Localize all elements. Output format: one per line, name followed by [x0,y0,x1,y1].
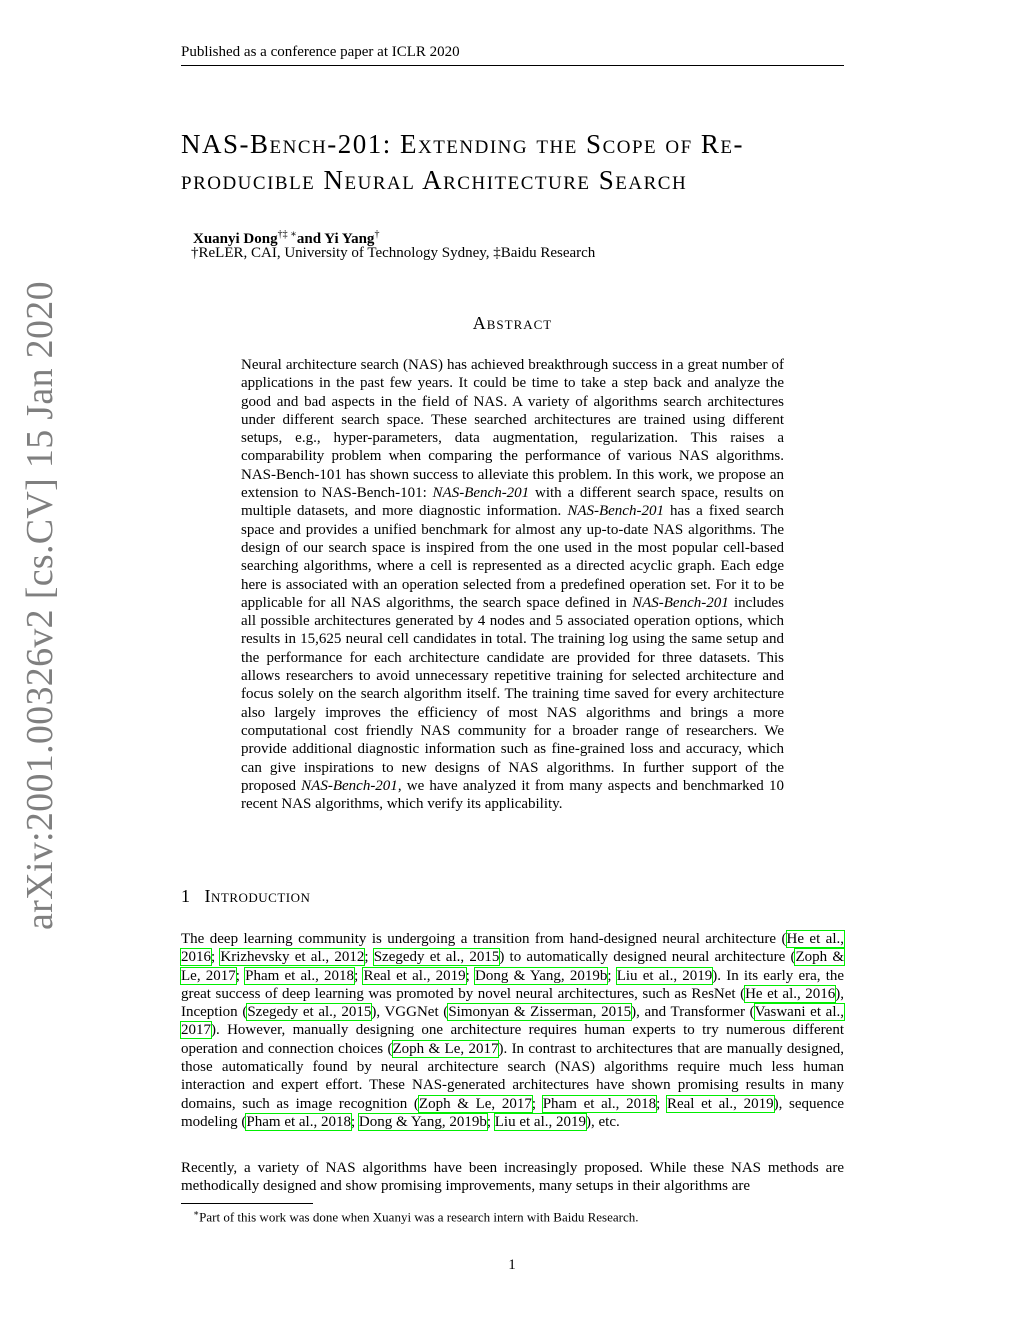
abstract-emphasis: NAS-Bench-201 [301,777,398,794]
body-text: ; [354,967,364,984]
body-text: ). In its early era, the great success of deep learning was promoted by novel neural architectures, such as ResNet ( [181,967,845,1002]
body-text: ; [486,1113,495,1130]
citation-link[interactable]: Simonyan & Zisserman, 2015 [448,1004,632,1021]
citation-link[interactable]: Liu et al., 2019 [494,1113,586,1130]
body-text: ), Inception ( [181,985,844,1021]
body-text: ; [235,967,246,984]
citation-link[interactable]: Real et al., 2019 [666,1095,774,1112]
intro-paragraph-2: Recently, a variety of NAS algorithms have been increasingly proposed. While these NAS methods are methodically designed and show promising improvements, many setups in their algorithms are [181,1160,844,1195]
body-text: ; [531,1095,543,1112]
citation-link[interactable]: Krizhevsky et al., 2012 [220,949,365,966]
author-marks-2: † [374,229,380,240]
abstract-text: with a different search space, results on multiple datasets, and more diagnostic information. [241,485,785,520]
affiliation: †ReLER, CAI, University of Technology Sydney, ‡Baidu Research [191,245,596,261]
citation-link[interactable]: Pham et al., 2018 [542,1095,657,1112]
citation-link[interactable]: Zoph & Le, 2017 [181,949,845,984]
abstract-text: includes all possible architectures generated by 4 nodes and 5 associated operation options, which results in 15,625 neural cell candidates in total. The training log using the same setup and the performance for each architecture candidate are provided for three datasets. This allows researchers to avoid unnecessary repetitive training for selected architecture and focus solely on the search algorithm itself. The training time saved for every architecture also largely improves the efficiency of most NAS algorithms and brings a more computational cost friendly NAS community for a broader range of researchers. We provide additional diagnostic information such as fine-grained loss and accuracy, which can give inspirations to new designs of NAS algorithms. In further support of the proposed [241,594,784,794]
section-title: Introduction [204,886,311,906]
abstract-body [241,356,784,813]
citation-link[interactable]: Dong & Yang, 2019b [475,967,608,984]
citation-link[interactable]: Pham et al., 2018 [246,1113,351,1130]
intro-paragraph-1 [181,930,844,1131]
citation-link[interactable]: Pham et al., 2018 [245,967,355,984]
body-text: ; [607,967,617,984]
citation-link[interactable]: He et al., 2016 [745,985,836,1002]
abstract-text: Neural architecture search (NAS) has achieved breakthrough success in a great number of applications in the past few years. It could be time to take a step back and analyze the good and bad aspects in the field of NAS. A variety of algorithms search architectures under different search space. These searched architectures are trained using different setups, e.g., hyper-parameters, data augmentation, regularization. This raises a comparability problem when comparing the performance of various NAS algorithms. NAS-Bench-101 has shown success to alleviate this problem. In this work, we propose an extension to NAS-Bench-101: [241,357,784,502]
body-text: ), VGGNet ( [371,1004,449,1021]
author-marks-1: †‡ ∗ [277,229,297,240]
header-rule [181,65,844,66]
abstract-emphasis: NAS-Bench-201 [432,485,530,502]
author-name-2: and Yi Yang [296,231,375,247]
footnote-text: Part of this work was done when Xuanyi was a research intern with Baidu Research. [199,1209,639,1225]
body-text: ; [364,949,374,966]
body-text: ; [465,967,476,984]
author-name-1: Xuanyi Dong [193,231,278,247]
abstract-text: has a fixed search space and provides a unified benchmark for almost any up-to-date NAS algorithms. The design of our search space is inspired from the one used in the most popular cell-based searching algorithms, where a cell is represented as a directed acyclic graph. Each edge here is associated with an operation selected from a predefined operation set. For it to be applicable for all NAS algorithms, the search space defined in [241,503,785,611]
citation-link[interactable]: Liu et al., 2019 [616,967,713,984]
section-heading [181,886,310,907]
citation-link[interactable]: Zoph & Le, 2017 [418,1095,532,1112]
footnote-rule [181,1203,313,1204]
body-text: ; [656,1095,667,1112]
section-number: 1 [181,886,191,906]
abstract-text: , we have analyzed it from many aspects and benchmarked 10 recent NAS algorithms, which verify its applicability. [241,777,784,813]
citation-link[interactable]: Zoph & Le, 2017 [392,1040,499,1057]
body-text: ). In contrast to architectures that are manually designed, those automatically found by neural architecture search (NAS) algorithms require much less human interaction and expert effort. These NAS-generated architectures have shown promising results in many domains, such as image recognition ( [181,1040,844,1112]
arxiv-stamp: arXiv:2001.00326v2 [cs.CV] 15 Jan 2020 [19,281,61,930]
citation-link[interactable]: Szegedy et al., 2015 [373,949,500,966]
body-text: ), and Transformer ( [631,1004,755,1021]
abstract-emphasis: NAS-Bench-201 [567,503,664,520]
citation-link[interactable]: Szegedy et al., 2015 [247,1004,372,1021]
abstract-heading: Abstract [472,313,553,333]
paper-title: NAS-Bench-201: Extending the Scope of Re- producible Neural Architecture Search [181,129,745,195]
body-text: ; [211,949,221,966]
footnote-mark: ∗ [193,1208,200,1218]
footnote [193,1208,638,1225]
body-text: ) to automatically designed neural architecture ( [499,949,796,966]
body-text: ; [350,1113,359,1130]
running-head: Published as a conference paper at ICLR 2020 [181,44,460,60]
citation-link[interactable]: He et al., 2016 [181,931,844,966]
citation-link[interactable]: Real et al., 2019 [363,967,466,984]
citation-link[interactable]: Dong & Yang, 2019b [358,1113,487,1130]
body-text: The deep learning community is undergoing a transition from hand-designed neural architecture ( [181,931,787,947]
body-text: ), sequence modeling ( [181,1095,845,1130]
citation-link[interactable]: Vaswani et al., 2017 [181,1004,844,1039]
abstract-emphasis: NAS-Bench-201 [632,594,729,611]
body-text: ). However, manually designing one architecture requires human experts to try numerous different operation and connection choices ( [181,1022,844,1057]
page-number: 1 [508,1257,516,1273]
body-text: ), etc. [586,1113,620,1130]
